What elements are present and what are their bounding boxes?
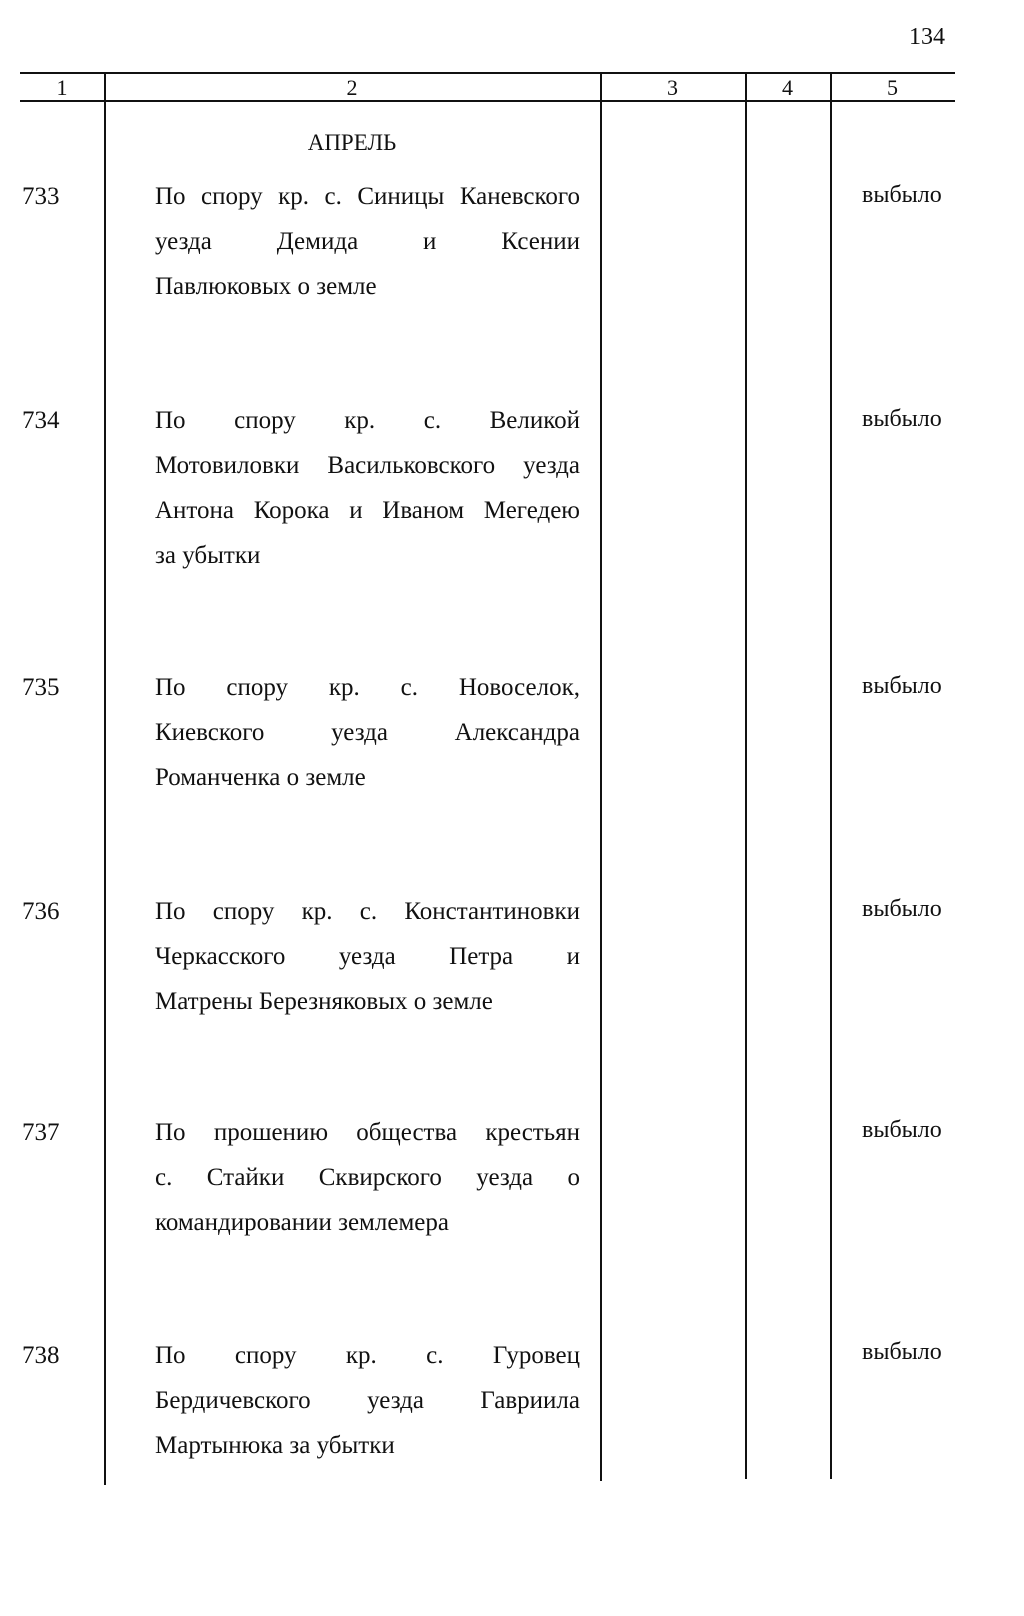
- row-number: 737: [22, 1119, 60, 1146]
- row-number: 738: [22, 1342, 60, 1369]
- description-line: Павлюковых о земле: [155, 273, 377, 300]
- row-status: выбыло: [862, 673, 942, 699]
- row-number: 736: [22, 898, 60, 925]
- section-title-month: АПРЕЛЬ: [307, 130, 397, 155]
- description-line: Бердичевского уезда Гавриила: [155, 1387, 580, 1414]
- column-header-5: 5: [887, 75, 898, 100]
- description-line: По прошению общества крестьян: [155, 1119, 580, 1146]
- description-line: Антона Корока и Иваном Мегедею: [155, 497, 580, 524]
- row-description: [155, 1110, 580, 1245]
- description-line: Мотовиловки Васильковского уезда: [155, 452, 580, 479]
- description-line: за убытки: [155, 542, 261, 569]
- description-line: Киевского уезда Александра: [155, 719, 580, 746]
- description-line: По спору кр. с. Гуровец: [155, 1342, 580, 1369]
- column-header-3: 3: [667, 75, 678, 100]
- description-line: с. Стайки Сквирского уезда о: [155, 1164, 580, 1191]
- column-divider-3-4: [745, 73, 747, 1479]
- table-top-rule: [20, 72, 955, 74]
- row-number: 733: [22, 183, 60, 210]
- description-line: Матрены Березняковых о земле: [155, 988, 493, 1015]
- row-number: 735: [22, 674, 60, 701]
- description-line: Романченка о земле: [155, 764, 366, 791]
- row-status: выбыло: [862, 406, 942, 432]
- column-divider-1-2: [104, 73, 106, 1485]
- row-number: 734: [22, 407, 60, 434]
- row-description: [155, 665, 580, 800]
- column-divider-2-3: [600, 73, 602, 1481]
- row-status: выбыло: [862, 182, 942, 208]
- page-number: 134: [909, 24, 945, 50]
- row-description: [155, 889, 580, 1024]
- column-divider-4-5: [830, 73, 832, 1479]
- column-header-1: 1: [56, 75, 68, 100]
- description-line: Мартынюка за убытки: [155, 1432, 395, 1459]
- row-status: выбыло: [862, 1339, 942, 1365]
- description-line: По спору кр. с. Константиновки: [155, 898, 580, 925]
- description-line: По спору кр. с. Великой: [155, 407, 580, 434]
- description-line: уезда Демида и Ксении: [155, 228, 580, 255]
- column-header-4: 4: [782, 75, 793, 100]
- description-line: командировании землемера: [155, 1209, 449, 1236]
- row-description: [155, 398, 580, 578]
- row-description: [155, 174, 580, 309]
- row-status: выбыло: [862, 1117, 942, 1143]
- column-header-2: 2: [346, 75, 358, 100]
- description-line: По спору кр. с. Синицы Каневского: [155, 183, 580, 210]
- row-description: [155, 1333, 580, 1468]
- description-line: Черкасского уезда Петра и: [155, 943, 580, 970]
- description-line: По спору кр. с. Новоселок,: [155, 674, 580, 701]
- row-status: выбыло: [862, 896, 942, 922]
